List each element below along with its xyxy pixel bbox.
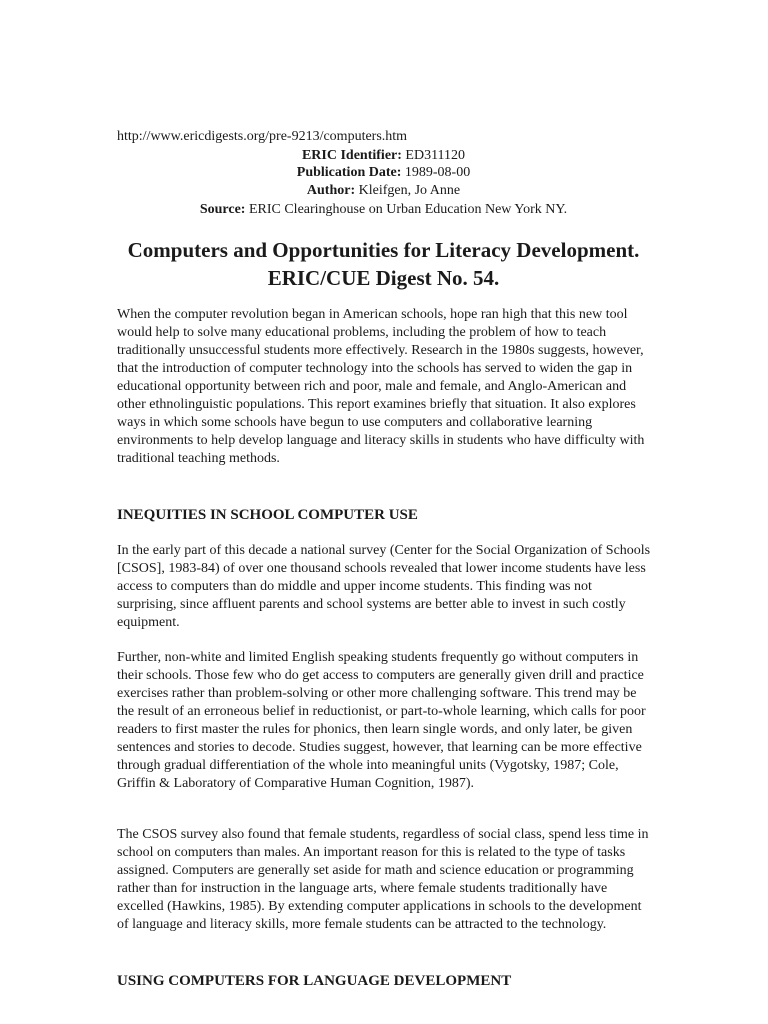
paragraph-female-students: The CSOS survey also found that female students, regardless of social class, spend less time in school on computers than males. An important reason for this is related to the type of tasks assigned. Computers are generally set aside for math and science education or programming rather than for instruction in the language arts, where female students traditionally have excelled (Hawkins, 1985). By extending computer applications in schools to the development of language and literacy skills, more female students can be attracted to the technology. (117, 827, 649, 932)
section-heading-language-development: USING COMPUTERS FOR LANGUAGE DEVELOPMENT (117, 973, 512, 989)
publication-date-line (117, 164, 650, 182)
author-label: Author: (306, 183, 356, 198)
paragraph-national-survey: In the early part of this decade a national survey (Center for the Social Organization of Schools [CSOS], 1983-84) of over one thousand schools revealed that lower income students have less access to computers than do middle and upper income students. This finding was not surprising, since affluent parents and school systems are better able to invest in such costly equipment. (117, 543, 651, 630)
source-label: Source: (199, 202, 246, 217)
eric-identifier-line (117, 147, 650, 165)
publication-date-value: 1989-08-00 (404, 165, 471, 180)
intro-paragraph: When the computer revolution began in American schools, hope ran high that this new tool would help to solve many educational problems, including the problem of how to teach traditionally unsuccessful students more effectively. Research in the 1980s suggests, however, that the introduction of computer technology into the schools has served to widen the gap in educational opportunity between rich and poor, male and female, and Anglo-American and other ethnolinguistic populations. This report examines briefly that situation. It also explores ways in which some schools have begun to use computers and collaborative learning environments to help develop language and literacy skills in students who have difficulty with traditional teaching methods. (117, 307, 645, 466)
source-value: ERIC Clearinghouse on Urban Education New York NY. (248, 202, 568, 217)
section-heading-inequities: INEQUITIES IN SCHOOL COMPUTER USE (117, 507, 418, 523)
author-value: Kleifgen, Jo Anne (358, 183, 461, 198)
paragraph-non-white-students: Further, non-white and limited English speaking students frequently go without computers in their schools. Those few who do get access to computers are generally given drill and practice exercises rather than problem-solving or other more challenging software. This trend may be the result of an erroneous belief in reductionist, or part-to-whole learning, which calls for poor readers to first master the rules for phonics, then learn single words, and only later, be given sentences and stories to decode. Studies suggest, however, that learning can be more effective through gradual differentiation of the whole into meaningful units (Vygotsky, 1987; Cole, Griffin & Laboratory of Comparative Human Cognition, 1987). (117, 650, 646, 791)
source-url: http://www.ericdigests.org/pre-9213/computers.htm (117, 129, 408, 144)
eric-identifier-value: ED311120 (405, 148, 466, 163)
source-line (117, 201, 650, 219)
publication-date-label: Publication Date: (296, 165, 402, 180)
author-line (117, 182, 650, 200)
document-title: Computers and Opportunities for Literacy Development. ERIC/CUE Digest No. 54. (127, 238, 640, 290)
eric-identifier-label: ERIC Identifier: (301, 148, 402, 163)
